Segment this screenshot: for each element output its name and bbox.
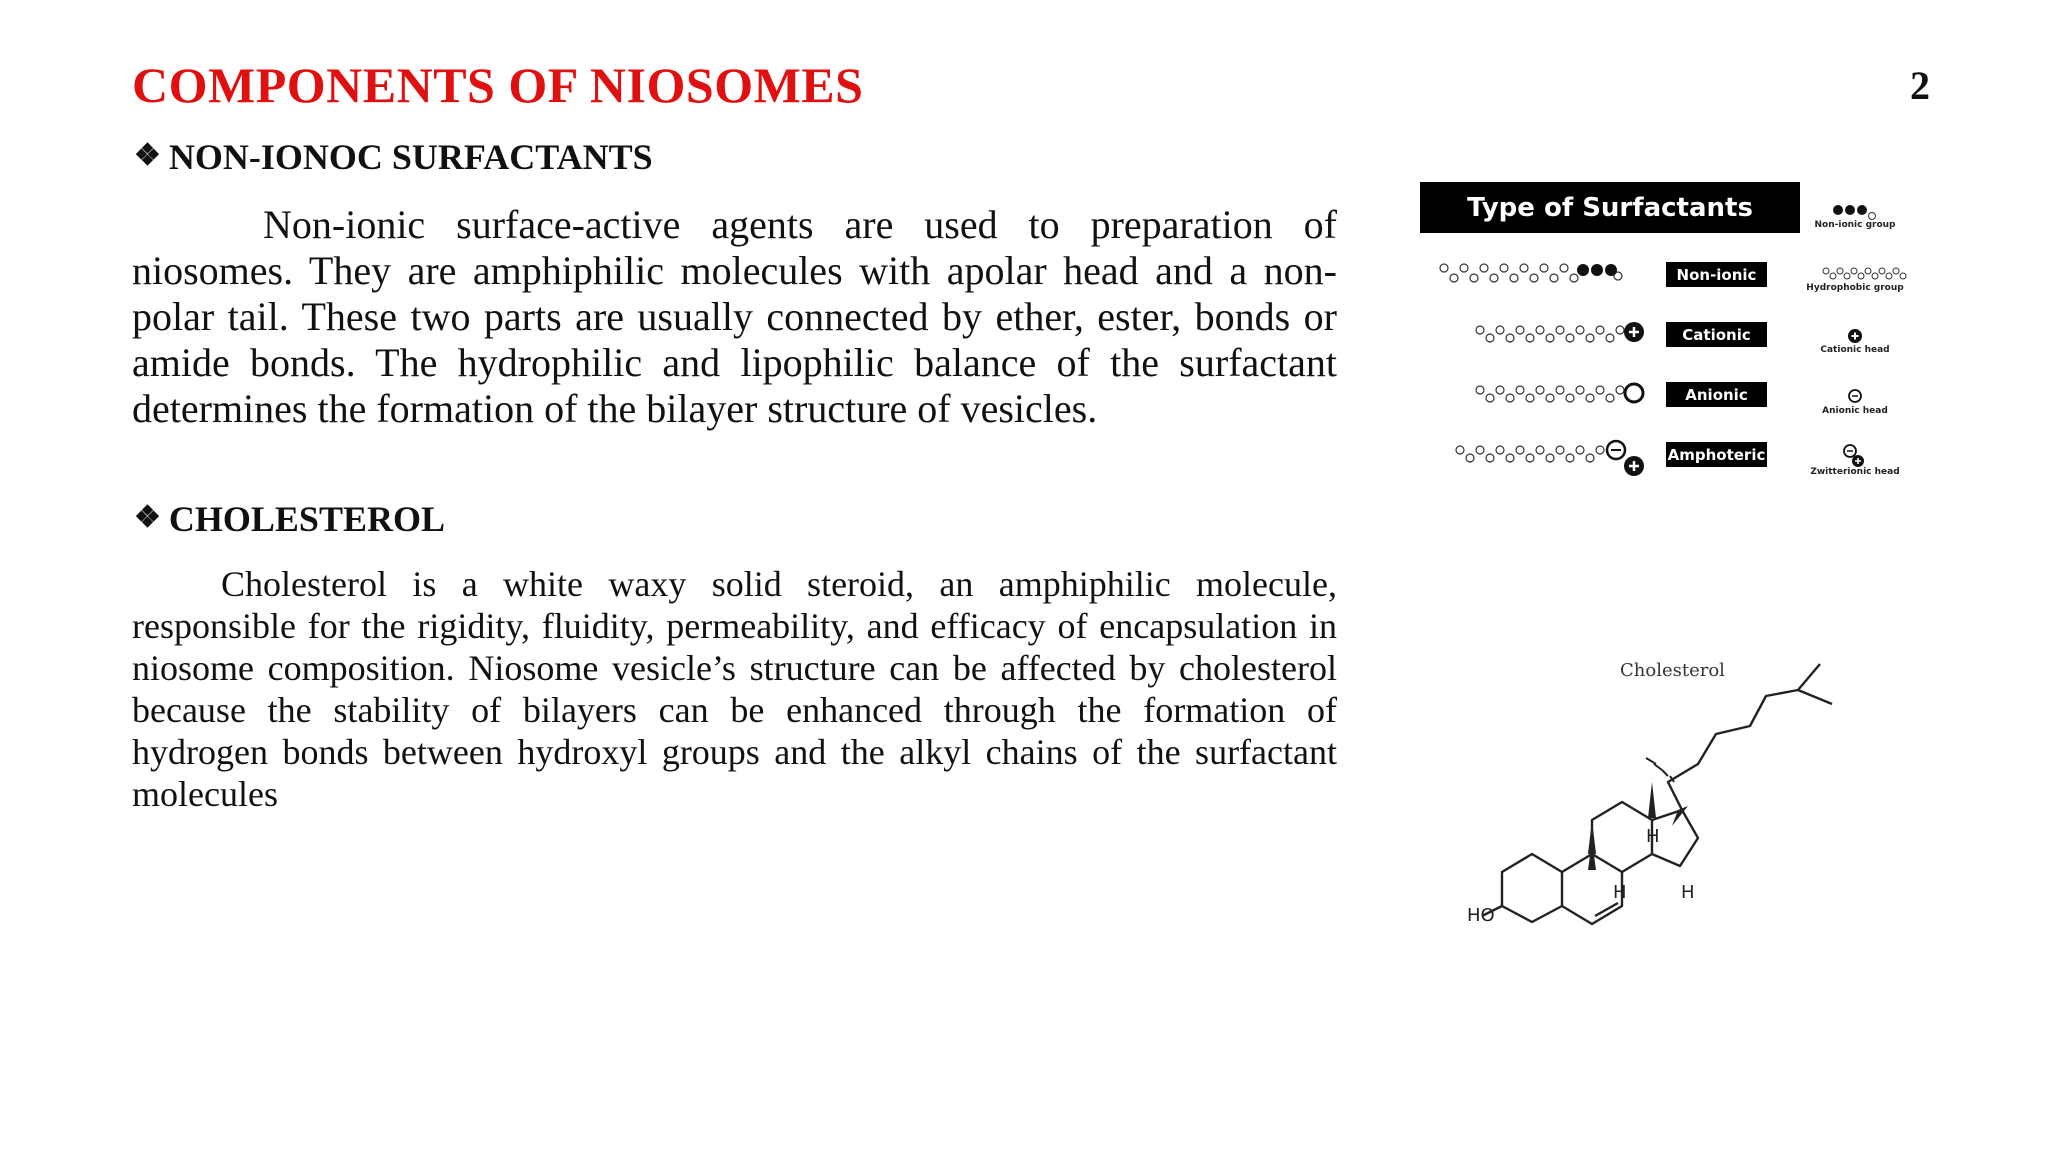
nonionic-group-legend-icon [1828,200,1888,222]
type-label-cationic: Cationic [1666,322,1767,347]
page-number: 2 [1910,63,1930,108]
type-label-amphoteric: Amphoteric [1666,442,1767,467]
diamond-bullet-icon: ❖ [134,139,161,172]
cholesterol-structure-figure [1440,660,1910,950]
anionic-head-legend-icon [1845,386,1865,406]
h-label-1: H [1646,826,1660,847]
section-heading-surfactants [134,136,653,178]
surfactant-types-figure [1420,180,1930,480]
cholesterol-paragraph: Cholesterol is a white waxy solid steroid, an amphiphilic molecule, responsible for the rigidity, fluidity, permeability, and efficacy of encapsulation in niosome composition. Niosome vesicle’s structure can be affected by cholesterol because the stability of bilayers can be enhanced through the formation of hydrogen bonds between hydroxyl groups and the alkyl chains of the surfactant molecules [132,564,1337,814]
legend-nonionic-group: Non-ionic group [1814,220,1896,230]
cationic-head-legend-icon [1845,326,1865,346]
h-label-3: H [1681,882,1695,903]
ho-label: HO [1467,905,1495,926]
legend-anionic-head: Anionic head [1822,406,1888,416]
cholesterol-title: Cholesterol [1620,660,1725,681]
h-label-2: H [1613,882,1627,903]
nonionic-molecule-icon [1420,258,1660,294]
heading-text: CHOLESTEROL [168,499,445,539]
type-label-anionic: Anionic [1666,382,1767,407]
legend-zwitterionic-head: Zwitterionic head [1810,467,1900,477]
amphoteric-molecule-icon [1420,434,1660,480]
anionic-molecule-icon [1420,378,1660,414]
legend-hydrophobic-group: Hydrophobic group [1806,283,1904,293]
surfactants-paragraph: Non-ionic surface-active agents are used to preparation of niosomes. They are amphiphilic molecules with apolar head and a non- polar tail. These two parts are usually connected by ether, ester, bonds or amide bonds. The hydrophilic and lipophilic balance of the surfactant determines the formation of the bilayer structure of vesicles. [132,202,1337,431]
zwitterionic-head-legend-icon [1840,442,1870,470]
hydrophobic-group-legend-icon [1820,264,1910,284]
cholesterol-structure-diagram [1440,660,1910,950]
figure-title: Type of Surfactants [1420,182,1800,233]
type-label-nonionic: Non-ionic [1666,262,1767,287]
cationic-molecule-icon [1420,318,1660,354]
heading-text: NON-IONOC SURFACTANTS [168,137,653,177]
diamond-bullet-icon: ❖ [134,501,161,534]
legend-cationic-head: Cationic head [1820,345,1890,355]
section-heading-cholesterol [134,498,445,540]
slide-title: COMPONENTS OF NIOSOMES [132,57,864,113]
